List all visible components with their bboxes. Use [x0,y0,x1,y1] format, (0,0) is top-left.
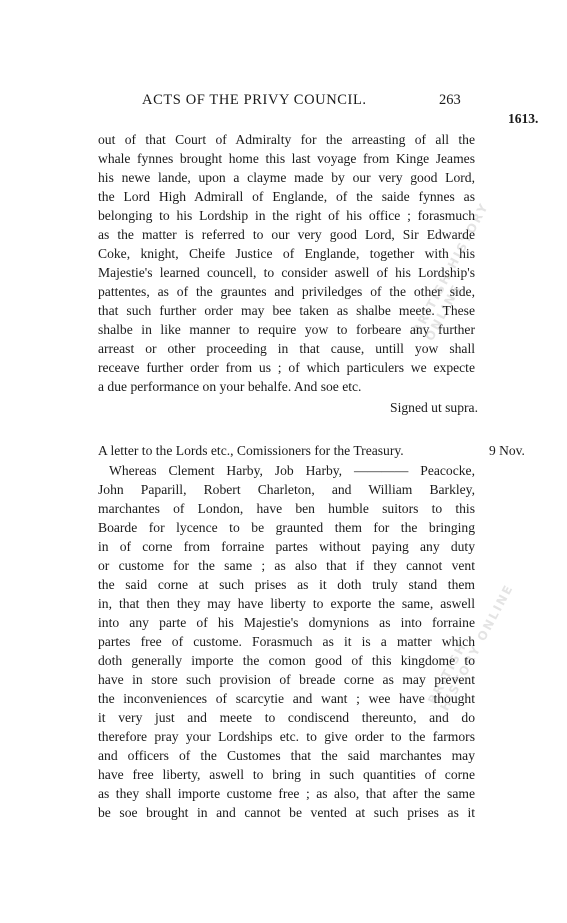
body-line: a due performance on your behalfe. And soe etc. [98,379,362,394]
body-line: Coke, knight, Cheife Justice of Englande, together with his [98,246,475,261]
letter-line: or custome for the same ; as also that if they cannot vent [98,558,475,573]
letter-line: the inconveniences of scarcytie and want ; wee have thought [98,691,475,706]
letter-line: marchantes of London, have ben humble suitors to this [98,501,475,516]
body-line: as the matter is referred to our very good Lord, Sir Edwarde [98,227,475,242]
letter-line: doth generally importe the comon good of this kingdome to [98,653,475,668]
letter-line: be soe brought in and cannot be vented at such prises as it [98,805,475,820]
body-line: belonging to his Lordship in the right of his office ; forasmuch [98,208,475,223]
page-number: 263 [439,92,461,108]
watermark-text: BRITISH HISTORY ONLINE [410,200,492,344]
letter-line: partes free of custome. Forasmuch as it is a matter which [98,634,475,649]
body-line: shalbe in like manner to require yow to forbeare any further [98,322,475,337]
body-line: his newe lande, upon a clayme made by our very good Lord, [98,170,475,185]
letter-line: therefore pray your Lordships etc. to give order to the farmors [98,729,475,744]
letter-line: and officers of the Customes that the said marchantes may [98,748,475,763]
letter-line: have free liberty, aswell to bring in such quantities of corne [98,767,475,782]
body-line: pattentes, as of the grauntes and priviledges of the other side, [98,284,475,299]
body-line: Majestie's learned councell, to consider aswell of his Lordship's [98,265,475,280]
running-title: ACTS OF THE PRIVY COUNCIL. [142,92,367,108]
watermark-text: BRITISH HISTORY ONLINE [425,581,517,714]
body-line: receave further order from us ; of which particulers we expecte [98,360,475,375]
margin-year: 1613. [508,111,539,126]
letter-line: as they shall importe custome free ; as also, that after the same [98,786,475,801]
letter-line: John Paparill, Robert Charleton, and William Barkley, [98,482,475,497]
letter-line: the said corne at such prises as it doth truly stand them [98,577,475,592]
margin-date: 9 Nov. [489,443,525,458]
letter-line: into any parte of his Majestie's domynions as into forraine [98,615,475,630]
page-header [0,92,567,112]
body-line: out of that Court of Admiralty for the arreasting of all the [98,132,475,147]
body-line: the Lord High Admirall of Englande, of the saide fynnes as [98,189,475,204]
letter-line: it very just and meete to condiscend thereunto, and do [98,710,475,725]
letter-line: have in store such provision of breade corne as may prevent [98,672,475,687]
letter-line: in of corne from forraine partes without paying any duty [98,539,475,554]
body-line: arreast or other proceeding in that cause, untill yow shall [98,341,475,356]
letter-line: Boarde for lycence to be graunted them for the bringing [98,520,475,535]
letter-line: in, that then they may have liberty to exporte the same, aswell [98,596,475,611]
letter-heading: A letter to the Lords etc., Comissioners for the Treasury. [98,443,404,458]
body-line: whale fynnes brought home this last voyage from Kinge Jeames [98,151,475,166]
letter-line: Whereas Clement Harby, Job Harby, ———— Peacocke, [109,463,475,478]
signature: Signed ut supra. [390,400,478,415]
body-line: that such further order may bee taken as shalbe meete. These [98,303,475,318]
